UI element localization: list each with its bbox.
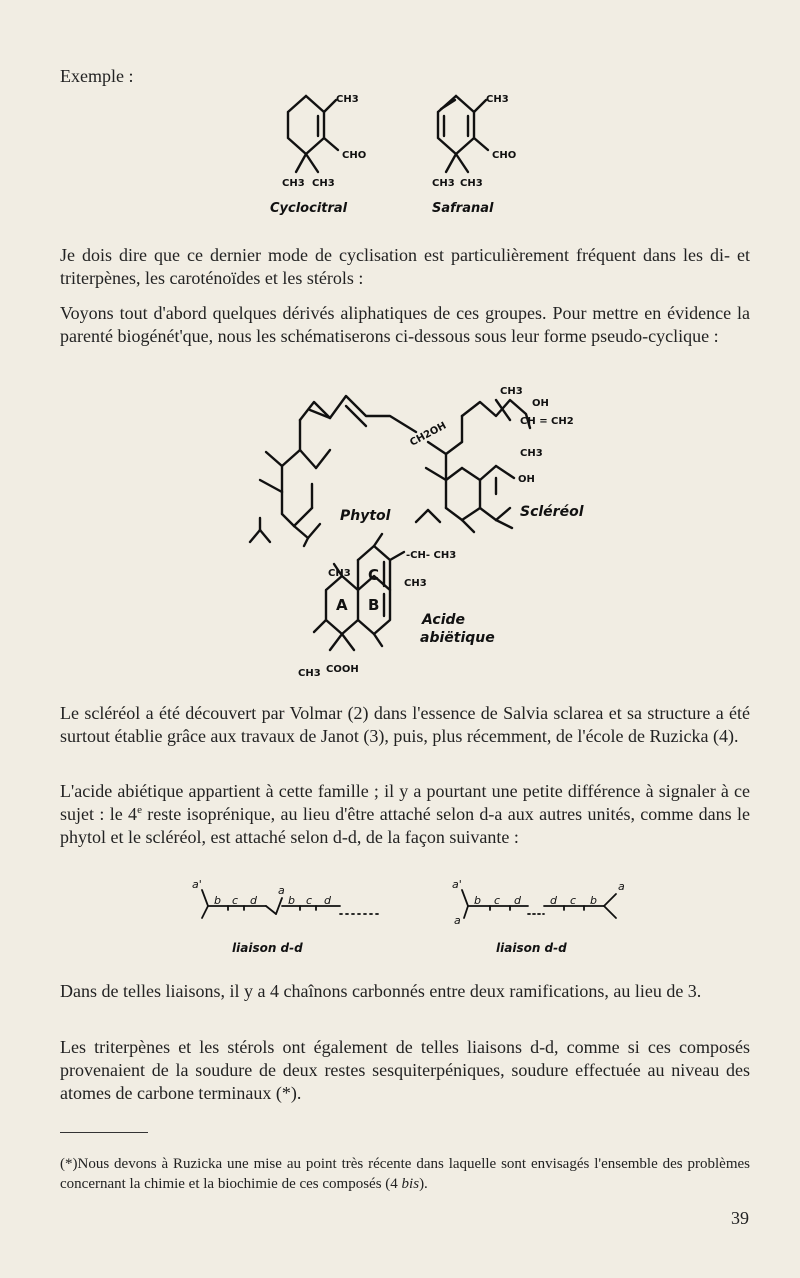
paragraph-derives: Voyons tout d'abord quelques dérivés aliphatiques de ces groupes. Pour mettre en évidence la parenté biogénét'que, nous les schématiserons ci-dessous sous leur forme pseudo-cyclique : — [60, 303, 750, 346]
superscript-e: e — [137, 804, 142, 816]
left-b: b — [214, 894, 221, 907]
cyclocitral-ch3-left: CH3 — [282, 178, 305, 189]
safranal-ch3-left: CH3 — [432, 178, 455, 189]
page-number: 39 — [731, 1208, 749, 1228]
right-b: b — [474, 894, 481, 907]
abietic-cooh: COOH — [326, 664, 359, 675]
abietic-isopropyl: -CH- CH3 — [406, 550, 457, 561]
right-b2: b — [590, 894, 597, 907]
abietic-ring-b: B — [368, 596, 380, 614]
abietic-label-1: Acide — [422, 612, 466, 628]
footnote-italic: bis — [401, 1176, 420, 1192]
footnote-part2: ). — [419, 1176, 428, 1192]
paragraph-chainons: Dans de telles liaisons, il y a 4 chaînons carbonnés entre deux ramifications, au lieu de 3. — [60, 981, 702, 1001]
sclareol-ch3-top: CH3 — [500, 386, 523, 397]
cyclocitral-cho: CHO — [342, 150, 367, 161]
right-d: d — [514, 894, 521, 907]
phytol-label: Phytol — [340, 508, 391, 524]
right-caption: liaison d-d — [496, 941, 567, 955]
sclareol-vinyl: CH = CH2 — [520, 416, 574, 427]
left-a: a — [278, 884, 285, 897]
paragraph-cyclisation: Je dois dire que ce dernier mode de cyclisation est particulièrement fréquent dans les di- et triterpènes, les caroténoïdes et les stérols : — [60, 245, 750, 288]
abietic-ch3-bottom: CH3 — [298, 668, 321, 679]
paragraph-abietique-part2: reste isoprénique, au lieu d'être attaché selon d-a aux autres unités, comme dans le phytol et le scléréol, est attaché selon d-d, de la façon suivante : — [60, 804, 750, 847]
figure-cyclocitral-safranal — [260, 82, 540, 222]
abietic-ring-c: C — [368, 566, 380, 584]
paragraph-abietique — [60, 780, 750, 849]
left-c2: c — [306, 894, 313, 907]
left-caption: liaison d-d — [232, 941, 303, 955]
right-c2: c — [570, 894, 577, 907]
right-c: c — [494, 894, 501, 907]
left-c: c — [232, 894, 239, 907]
safranal-label: Safranal — [432, 201, 494, 216]
sclareol-label: Scléréol — [520, 504, 584, 520]
figure-phytol-sclareol-abietic — [230, 380, 590, 690]
abietic-ch3-ring: CH3 — [328, 568, 351, 579]
abietic-ring-a: A — [336, 596, 348, 614]
paragraph-abietique-part1: L'acide abiétique appartient à cette famille ; il y a pourtant une petite différence à signaler à ce sujet : le 4 — [60, 781, 750, 824]
sclareol-oh-top: OH — [532, 398, 549, 409]
cyclocitral-ch3-top: CH3 — [336, 94, 359, 105]
phytol-ch2oh: CH2OH — [408, 420, 449, 449]
figure-liaisons — [180, 878, 640, 960]
right-d2: d — [550, 894, 557, 907]
cyclocitral-ch3-right: CH3 — [312, 178, 335, 189]
safranal-ch3-right: CH3 — [460, 178, 483, 189]
sclareol-ch3: CH3 — [520, 448, 543, 459]
footnote-rule — [60, 1132, 148, 1133]
paragraph-sclareol: Le scléréol a été découvert par Volmar (2) dans l'essence de Salvia sclarea et sa structure a été surtout établie grâce aux travaux de Janot (3), puis, plus récemment, de l'école de Ruzicka (4). — [60, 703, 750, 746]
abietic-ch3-iso: CH3 — [404, 578, 427, 589]
left-d2: d — [324, 894, 331, 907]
right-a-prime: a' — [452, 878, 462, 891]
footnote-part1: (*)Nous devons à Ruzicka une mise au point très récente dans laquelle sont envisagés l'ensemble des problèmes concernant la chimie et la biochimie de ces composés (4 — [60, 1156, 750, 1192]
left-b2: b — [288, 894, 295, 907]
cyclocitral-label: Cyclocitral — [270, 201, 348, 216]
safranal-ch3-top: CH3 — [486, 94, 509, 105]
paragraph-triterpenes: Les triterpènes et les stérols ont également de telles liaisons d-d, comme si ces composés provenaient de la soudure de deux restes sesquiterpéniques, soudure effectuée au niveau des atomes de carbone terminaux (*). — [60, 1037, 750, 1103]
right-a: a — [454, 914, 461, 927]
left-d: d — [250, 894, 257, 907]
left-a-prime: a' — [192, 878, 202, 891]
right-a2: a — [618, 880, 625, 893]
sclareol-oh: OH — [518, 474, 535, 485]
safranal-cho: CHO — [492, 150, 517, 161]
example-label: Exemple : — [60, 66, 134, 86]
abietic-label-2: abiëtique — [420, 630, 495, 646]
footnote — [60, 1154, 750, 1194]
